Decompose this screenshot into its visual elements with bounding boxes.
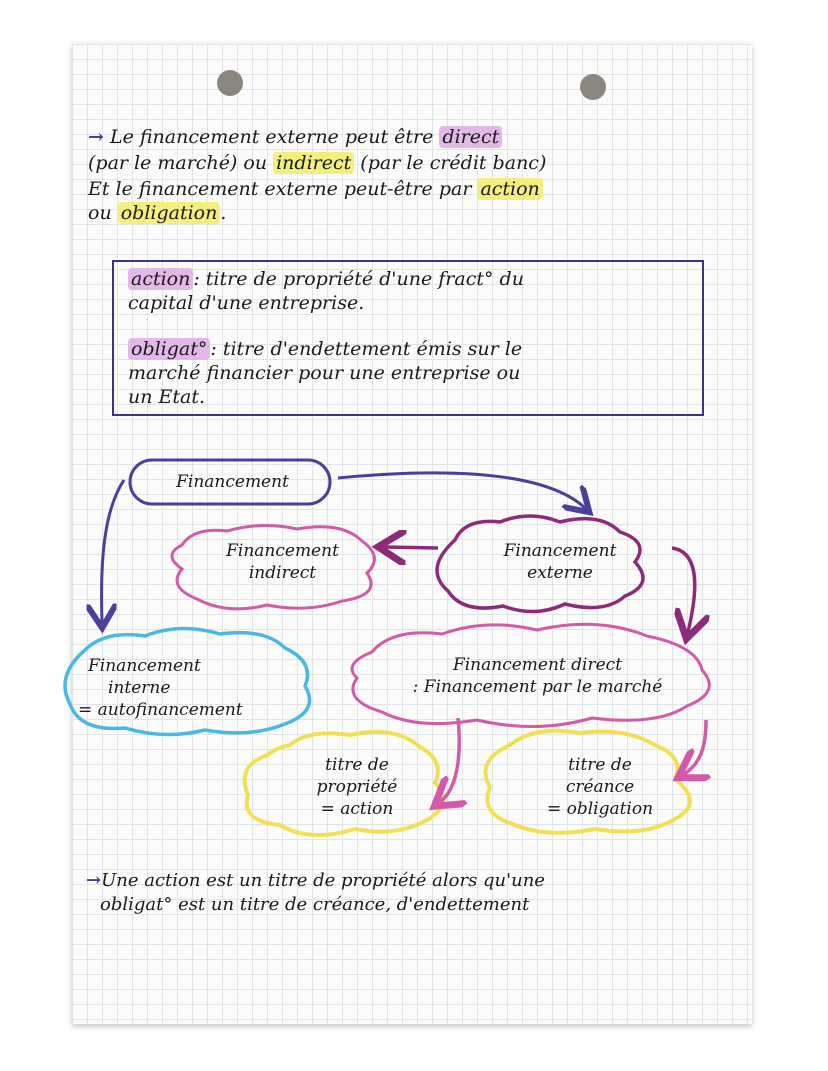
intro-line-2: (par le marché) ou indirect (par le crédit banc): [88, 152, 547, 174]
label-externe: Financement externe: [503, 541, 617, 583]
intro-line-4: ou obligation .: [88, 202, 227, 224]
conclusion-line-2: obligat° est un titre de créance, d'endettement: [100, 894, 530, 915]
conclusion-line-1: →Une action est un titre de propriété alors qu'une: [86, 870, 545, 891]
arrow-financement-to-interne: [102, 480, 124, 622]
intro-line-3: Et le financement externe peut-être par action: [88, 176, 543, 202]
definition-obligation-line-2: marché financier pour une entreprise ou: [128, 362, 521, 384]
definition-obligation-line-1: obligat° : titre d'endettement émis sur le: [128, 336, 522, 362]
arrow-icon: →: [86, 870, 102, 891]
label-financement: Financement: [176, 472, 289, 492]
arrow-externe-to-direct: [672, 548, 695, 632]
definition-action-line-2: capital d'une entreprise.: [128, 292, 365, 314]
arrow-externe-to-indirect: [385, 547, 438, 548]
arrow-icon: →: [88, 126, 104, 148]
label-direct: Financement direct : Financement par le marché: [412, 655, 663, 697]
term-obligation: obligat°: [128, 338, 210, 360]
highlight-action: action: [477, 178, 542, 200]
highlight-obligation: obligation: [118, 202, 221, 224]
arrow-financement-to-externe: [338, 473, 585, 508]
label-interne: Financement interne = autofinancement: [78, 656, 243, 720]
highlight-indirect: indirect: [273, 152, 354, 174]
label-propriete: titre de propriété = action: [316, 755, 398, 819]
term-action: action: [128, 268, 193, 290]
intro-line-1: → Le financement externe peut être direct: [88, 124, 502, 150]
label-creance: titre de créance = obligation: [546, 755, 654, 819]
definition-obligation-line-3: un Etat.: [128, 386, 206, 408]
highlight-direct: direct: [439, 126, 502, 148]
label-indirect: Financement indirect: [226, 541, 339, 583]
definition-action-line-1: action : titre de propriété d'une fract° du: [128, 266, 524, 292]
